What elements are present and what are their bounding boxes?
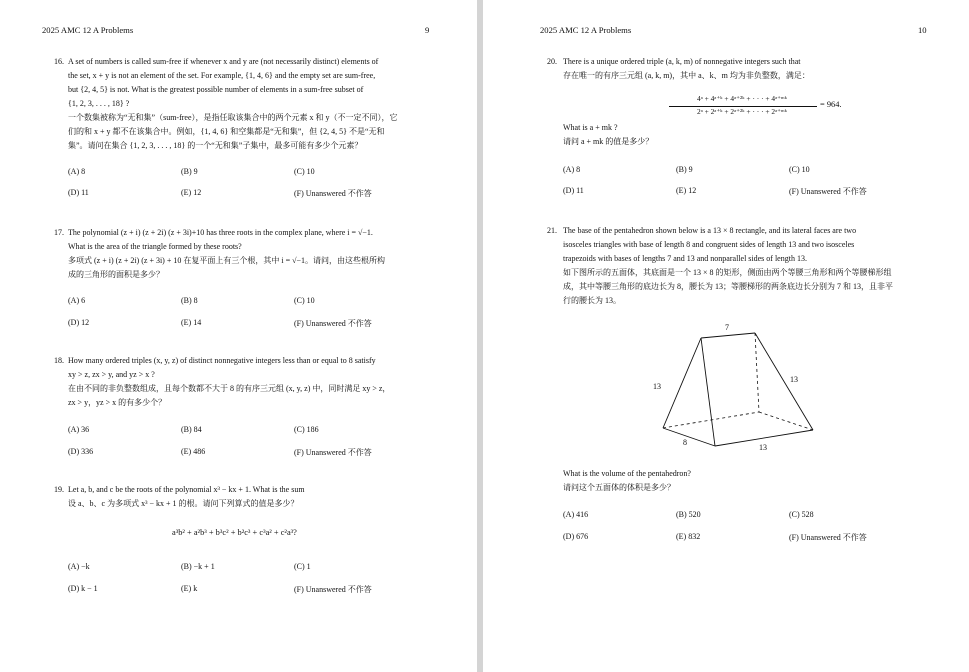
hidden-vertical-edge [755,333,759,412]
answer-choice[interactable]: (D) 12 [68,318,90,327]
problem-text-line: trapezoids with bases of lengths 7 and 13 and nonparallel sides of length 13. [563,254,807,263]
problem-text-line: A set of numbers is called sum-free if whenever x and y are (not necessarily distinct) elements of [68,57,379,66]
answer-choice[interactable]: (B) 9 [676,165,693,174]
problem-text-line: There is a unique ordered triple (a, k, m) of nonnegative integers such that [563,57,801,66]
label-top: 7 [725,323,729,332]
problem-text-line: What is a + mk ? [563,123,618,132]
fraction-numerator: 4ᵃ + 4ᵃ⁺ᵏ + 4ᵃ⁺²ᵏ + · · · + 4ᵃ⁺ᵐᵏ [697,94,787,103]
page-header: 2025 AMC 12 A Problems [540,25,632,35]
answer-choice-unanswered[interactable]: (F) Unanswered 不作答 [294,585,372,594]
problem-text-line: What is the area of the triangle formed by these roots? [68,242,242,251]
label-base-width: 13 [759,443,767,452]
problem-text-line: 存在唯一的有序三元组 (a, k, m)，其中 a、k、m 均为非负整数，满足： [563,71,810,80]
answer-choice[interactable]: (E) 14 [181,318,202,327]
answer-choice[interactable]: (C) 1 [294,562,311,571]
problem-21-question [563,467,937,495]
pentahedron-figure [653,318,823,458]
sum-formula: a³b² + a²b³ + b³c² + b²c³ + c³a² + c²a³? [172,528,297,537]
answer-choice[interactable]: (E) k [181,584,198,593]
base-left-edge [663,428,715,446]
answer-choice-unanswered[interactable]: (F) Unanswered 不作答 [294,319,372,328]
problem-text-line: 请问 a + mk 的值是多少？ [563,137,654,146]
top-edge [701,333,755,338]
problem-text-line: 在由不同的非负整数组成，且每个数都不大于 8 的有序三元组 (x, y, z) 中，同时满足 xy > z， [68,384,391,393]
problem-text-line: Let a, b, and c be the roots of the polynomial x³ − kx + 1. What is the sum [68,485,305,494]
problem-number: 20. [547,57,557,66]
problem-text-line: 设 a、b、c 为多项式 x³ − kx + 1 的根。请问下列算式的值是多少？ [68,499,299,508]
problem-text-line: xy > z, zx > y, and yz > x ? [68,370,155,379]
label-right-edge: 13 [790,375,798,384]
problem-text-line: zx > y，yz > x 的有多少个？ [68,398,167,407]
page-number: 10 [918,25,927,35]
answer-choice[interactable]: (B) −k + 1 [181,562,215,571]
answer-choice[interactable]: (C) 10 [294,296,315,305]
answer-choice-unanswered[interactable]: (F) Unanswered 不作答 [789,187,867,196]
problem-text-line: 成，其中等腰三角形的底边长为 8，腰长为 13；等腰梯形的两条底边长分别为 7 和 13，且非平 [563,282,893,291]
problem-text-line: 们的和 x + y 都不在该集合中。例如，{1, 4, 6} 和空集都是“无和集”，但 {2, 4, 5} 不是“无和 [68,127,385,136]
problem-text-line: 行的腰长为 13。 [563,296,621,305]
problem-20-question [563,121,937,149]
front-edge [701,338,715,446]
answer-choice[interactable]: (D) 676 [563,532,589,541]
fraction-denominator: 2ᵃ + 2ᵃ⁺ᵏ + 2ᵃ⁺²ᵏ + · · · + 2ᵃ⁺ᵐᵏ [697,107,787,116]
problem-text-line: 一个数集被称为“无和集”（sum-free），是指任取该集合中的两个元素 x 和 y（不一定不同），它 [68,113,398,122]
answer-choice[interactable]: (E) 12 [181,188,202,197]
problem-number: 17. [54,228,64,237]
problem-text-line: 请问这个五面体的体积是多少？ [563,483,675,492]
answer-choice[interactable]: (C) 10 [294,167,315,176]
answer-choice[interactable]: (D) 336 [68,447,94,456]
right-edge [755,333,813,430]
hidden-base-right-edge [759,412,813,430]
answer-choice[interactable]: (A) 8 [68,167,86,176]
right-page [483,0,969,672]
problem-number: 19. [54,485,64,494]
answer-choice[interactable]: (C) 528 [789,510,814,519]
answer-choice[interactable]: (A) 6 [68,296,86,305]
problem-text-line: {1, 2, 3, . . . , 18} ? [68,99,130,108]
problem-text-line: The base of the pentahedron shown below is a 13 × 8 rectangle, and its lateral faces are two [563,226,857,235]
left-front-edge [663,338,701,428]
answer-choice[interactable]: (D) k − 1 [68,584,98,593]
answer-choice[interactable]: (B) 8 [181,296,198,305]
problem-text-line: 如下图所示的五面体，其底面是一个 13 × 8 的矩形，侧面由两个等腰三角形和两个等腰梯形组 [563,268,892,277]
answer-choice[interactable]: (A) 8 [563,165,581,174]
problem-text-line: the set, x + y is not an element of the set. For example, {1, 4, 6} and the empty set are sum-free, [68,71,376,80]
problem-text-line: The polynomial (z + i) (z + 2i) (z + 3i)+10 has three roots in the complex plane, where i = √−1. [68,228,373,237]
answer-choice[interactable]: (B) 9 [181,167,198,176]
answer-choice-unanswered[interactable]: (F) Unanswered 不作答 [294,448,372,457]
answer-choice[interactable]: (B) 520 [676,510,701,519]
answer-choice[interactable]: (A) −k [68,562,90,571]
answer-choice[interactable]: (A) 416 [563,510,589,519]
answer-choice[interactable]: (E) 832 [676,532,701,541]
answer-choice[interactable]: (E) 486 [181,447,206,456]
fraction-rhs: = 964. [820,100,842,109]
answer-choice[interactable]: (C) 10 [789,165,810,174]
answer-choice-unanswered[interactable]: (F) Unanswered 不作答 [294,189,372,198]
answer-choice[interactable]: (E) 12 [676,186,697,195]
problem-text-line: How many ordered triples (x, y, z) of distinct nonnegative integers less than or equal to 8 satisfy [68,356,376,365]
problem-text-line: 成的三角形的面积是多少？ [68,270,164,279]
answer-choice[interactable]: (C) 186 [294,425,319,434]
problem-text-line: 多项式 (z + i) (z + 2i) (z + 3i) + 10 在复平面上有三个根，其中 i = √−1。请问，由这些根所构 [68,256,385,265]
problem-text-line: but {2, 4, 5} is not. What is the greatest possible number of elements in a sum-free subset of [68,85,364,94]
problem-number: 21. [547,226,557,235]
problem-text-line: 集”。请问在集合 {1, 2, 3, . . . , 18} 的一个“无和集”子集中，最多可能有多少个元素？ [68,141,363,150]
page-number: 9 [425,25,430,35]
answer-choice[interactable]: (A) 36 [68,425,90,434]
problem-number: 16. [54,57,64,66]
answer-choice[interactable]: (B) 84 [181,425,202,434]
label-base-depth: 8 [683,438,687,447]
answer-choice[interactable]: (D) 11 [563,186,584,195]
label-left-edge: 13 [653,382,661,391]
problem-number: 18. [54,356,64,365]
answer-choice-unanswered[interactable]: (F) Unanswered 不作答 [789,533,867,542]
problem-text-line: What is the volume of the pentahedron? [563,469,691,478]
left-page [0,0,477,672]
answer-choice[interactable]: (D) 11 [68,188,89,197]
problem-text-line: isosceles triangles with base of length 8 and congruent sides of length 13 and two isosceles [563,240,855,249]
page-header: 2025 AMC 12 A Problems [42,25,134,35]
